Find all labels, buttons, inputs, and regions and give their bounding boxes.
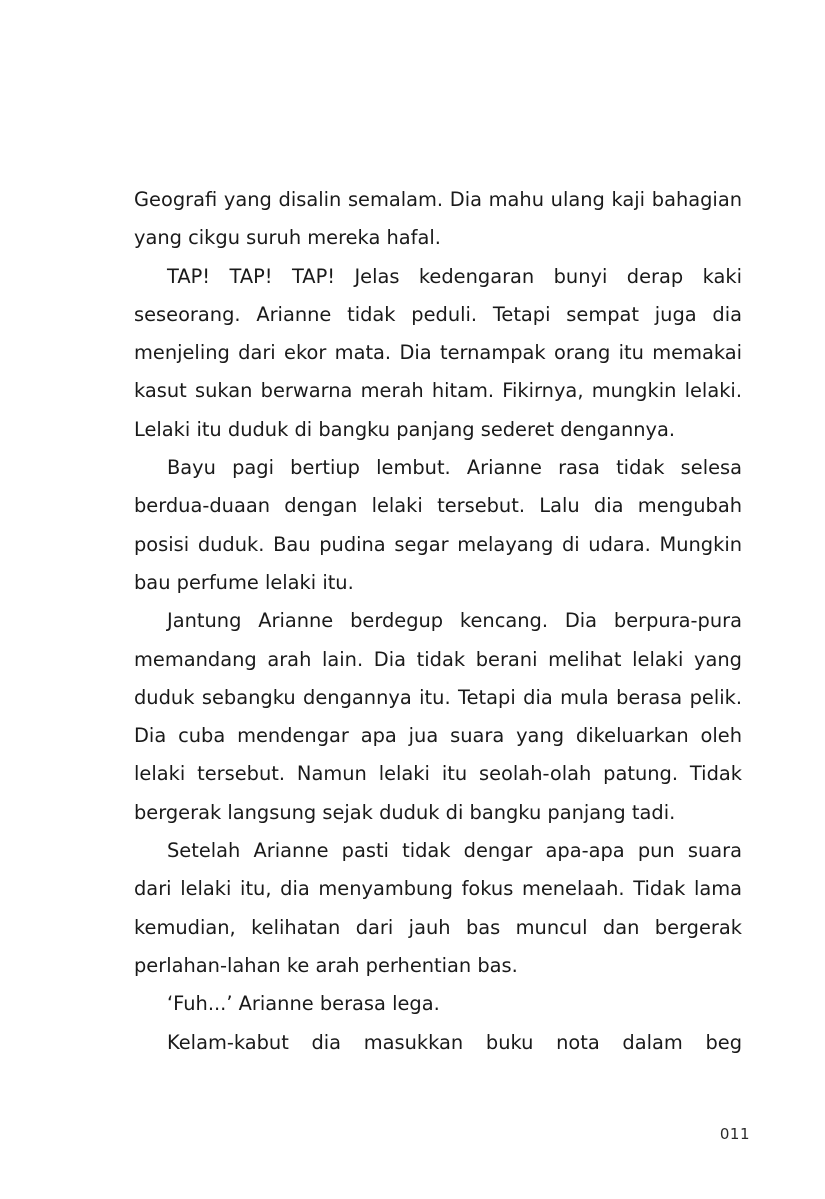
text-line: kasut sukan berwarna merah hitam. Fikirnya, mungkin lelaki. bbox=[134, 379, 742, 403]
text-line: bergerak langsung sejak duduk di bangku panjang tadi. bbox=[134, 800, 676, 824]
text-line: bau perfume lelaki itu. bbox=[134, 570, 354, 594]
body-text bbox=[134, 181, 742, 1062]
text-line: posisi duduk. Bau pudina segar melayang di udara. Mungkin bbox=[134, 532, 742, 556]
text-line: berdua-duaan dengan lelaki tersebut. Lalu dia mengubah bbox=[134, 494, 742, 518]
text-line: Setelah Arianne pasti tidak dengar apa-apa pun suara bbox=[167, 839, 742, 863]
text-line: seseorang. Arianne tidak peduli. Tetapi sempat juga dia bbox=[134, 302, 742, 326]
text-line: Kelam-kabut dia masukkan buku nota dalam beg bbox=[167, 1030, 742, 1054]
text-line: Lelaki itu duduk di bangku panjang sederet dengannya. bbox=[134, 417, 676, 441]
text-line: Geografi yang disalin semalam. Dia mahu ulang kaji bahagian bbox=[134, 188, 742, 211]
text-line: Jantung Arianne berdegup kencang. Dia berpura-pura bbox=[167, 609, 742, 633]
text-line: yang cikgu suruh mereka hafal. bbox=[134, 226, 441, 250]
page-number: 011 bbox=[719, 1125, 750, 1143]
text-line: ‘Fuh...’ Arianne berasa lega. bbox=[167, 992, 440, 1016]
text-line: kemudian, kelihatan dari jauh bas muncul dan bergerak bbox=[134, 915, 742, 939]
text-line: perlahan-lahan ke arah perhentian bas. bbox=[134, 953, 518, 977]
text-line: dari lelaki itu, dia menyambung fokus menelaah. Tidak lama bbox=[134, 877, 742, 901]
text-line: Dia cuba mendengar apa jua suara yang dikeluarkan oleh bbox=[134, 724, 742, 748]
text-line: TAP! TAP! TAP! Jelas kedengaran bunyi derap kaki bbox=[167, 264, 742, 288]
text-line: lelaki tersebut. Namun lelaki itu seolah-olah patung. Tidak bbox=[134, 762, 742, 786]
text-line: Bayu pagi bertiup lembut. Arianne rasa tidak selesa bbox=[167, 456, 742, 480]
text-line: menjeling dari ekor mata. Dia ternampak orang itu memakai bbox=[134, 341, 742, 365]
text-line: duduk sebangku dengannya itu. Tetapi dia mula berasa pelik. bbox=[134, 685, 742, 709]
text-line: memandang arah lain. Dia tidak berani melihat lelaki yang bbox=[134, 647, 742, 671]
